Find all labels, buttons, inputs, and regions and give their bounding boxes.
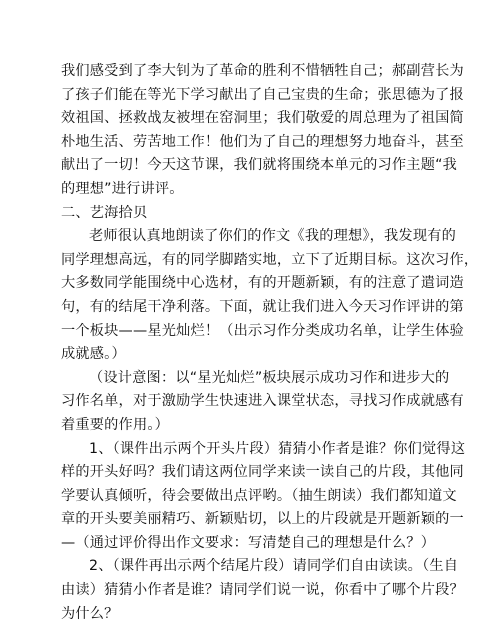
paragraph-line: 我们感受到了李大钊为了革命的胜利不惜牺牲自己；郝副营长为	[61, 63, 464, 79]
paragraph-line: 的理想”进行讲评。	[61, 180, 184, 197]
paragraph-line: 同学理想高远，有的同学脚踏实地，立下了近期目标。这次习作，	[61, 251, 479, 268]
paragraph-line: 献出了一切！今天这节课，我们就将围绕本单元的习作主题“我	[61, 157, 458, 174]
paragraph-line: 老师很认真地朗读了你们的作文《我的理想》，我发现有的	[89, 228, 456, 245]
paragraph-line: 成就感。）	[61, 346, 126, 363]
paragraph-line: —（通过评价得出作文要求：写清楚自己的理想是什么？）	[61, 534, 436, 551]
paragraph-line: 朴地生活、劳苦地工作！他们为了自己的理想努力地奋斗，甚至	[61, 133, 464, 150]
paragraph-line: 一个板块——星光灿烂！（出示习作分类成功名单，让学生体验	[61, 322, 464, 339]
paragraph-line: 为什么？	[61, 605, 119, 622]
paragraph-line: 着重要的作用。）	[61, 416, 170, 433]
paragraph-line: 了孩子们能在等光下学习献出了自己宝贵的生命；张思德为了报	[61, 86, 464, 103]
paragraph-line: 习作名单，对于激励学生快速进入课堂状态，寻找习作成就感有	[61, 393, 464, 410]
paragraph-line: 句，有的结尾干净利落。下面，就让我们进入今天习作评讲的第	[61, 298, 464, 315]
paragraph-line: 由读）猜猜小作者是谁？请同学们说一说，你看中了哪个片段？	[61, 582, 464, 599]
paragraph-line: 章的开头要美丽精巧、新颖贴切，以上的片段就是开题新颖的一	[61, 511, 464, 528]
paragraph-line: 效祖国、拯救战友被埋在窑洞里；我们敬爱的周总理为了祖国简	[61, 110, 464, 127]
paragraph-line: 学要认真倾听，待会要做出点评哟。（抽生朗读）我们都知道文	[61, 487, 457, 504]
paragraph-line: 2、（课件再出示两个结尾片段）请同学们自由读读。（生自	[89, 558, 459, 575]
paragraph-line: 样的开头好吗？我们请这两位同学来读一读自己的片段，其他同	[61, 464, 464, 481]
paragraph-line: 1、（课件出示两个开头片段）猜猜小作者是谁？你们觉得这	[89, 440, 466, 457]
paragraph-line: （设计意图：以“星光灿烂”板块展示成功习作和进步大的	[89, 369, 450, 386]
section-heading: 二、艺海拾贝	[61, 204, 148, 221]
paragraph-line: 大多数同学能围绕中心选材，有的开题新颖，有的注意了遣词造	[61, 275, 464, 292]
